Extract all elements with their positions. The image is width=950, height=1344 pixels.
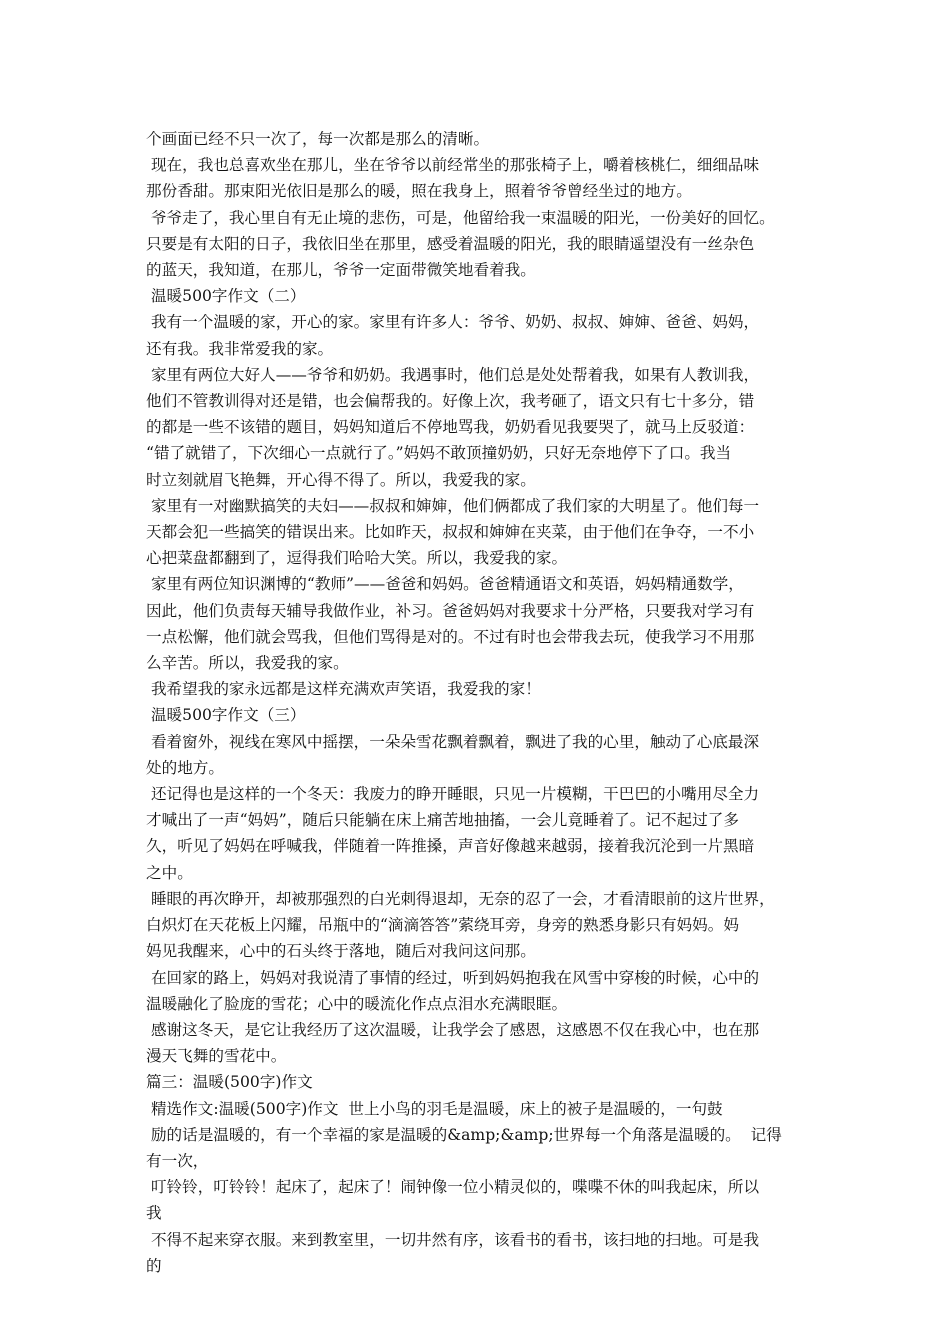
text-line: 处的地方。 [146,758,224,777]
text-line: 天都会犯一些搞笑的错误出来。比如昨天，叔叔和婶婶在夹菜，由于他们在争夺，一不小 [146,523,755,542]
text-line: 励的话是温暖的，有一个幸福的家是温暖的&amp;&amp;世界每一个角落是温暖的。 记得 [146,1125,782,1144]
text-line: 之中。 [146,863,193,882]
text-line: “错了就错了，下次细心一点就行了。”妈妈不敢顶撞奶奶，只好无奈地停下了口。我当 [146,444,732,463]
text-line: 那份香甜。那束阳光依旧是那么的暖，照在我身上，照着爷爷曾经坐过的地方。 [146,182,692,201]
text-line: 不得不起来穿衣服。来到教室里，一切井然有序，该看书的看书，该扫地的扫地。可是我 [146,1230,760,1249]
text-line: 叮铃铃，叮铃铃！起床了，起床了！闹钟像一位小精灵似的，喋喋不休的叫我起床，所以 [146,1178,760,1197]
text-line: 么辛苦。所以，我爱我的家。 [146,654,349,673]
text-line: 一点松懈，他们就会骂我，但他们骂得是对的。不过有时也会带我去玩，使我学习不用那 [146,627,755,646]
text-line: 久，听见了妈妈在呼喊我，伴随着一阵推搡，声音好像越来越弱，接着我沉沦到一片黑暗 [146,837,755,856]
text-line: 的都是一些不该错的题目，妈妈知道后不停地骂我，奶奶看见我要哭了，就马上反驳道： [146,418,755,437]
text-line: 我希望我的家永远都是这样充满欢声笑语，我爱我的家！ [146,680,541,699]
text-line: 个画面已经不只一次了，每一次都是那么的清晰。 [146,130,490,148]
text-line: 白炽灯在天花板上闪耀，吊瓶中的“滴滴答答”萦绕耳旁，身旁的熟悉身影只有妈妈。妈 [146,916,739,935]
text-line: 温暖500字作文（三） [146,706,306,725]
text-line: 温暖融化了脸庞的雪花；心中的暖流化作点点泪水充满眼眶。 [146,994,568,1013]
text-line: 时立刻就眉飞艳舞，开心得不得了。所以，我爱我的家。 [146,470,536,489]
text-line: 睡眼的再次睁开，却被那强烈的白光刺得退却，无奈的忍了一会，才看清眼前的这片世界， [146,889,775,908]
text-line: 的 [146,1256,162,1275]
text-line: 心把菜盘都翻到了，逗得我们哈哈大笑。所以，我爱我的家。 [146,549,568,568]
text-line: 他们不管教训得对还是错，也会偏帮我的。好像上次，我考砸了，语文只有七十多分，错 [146,392,755,411]
text-line: 有一次， [146,1151,209,1170]
text-line: 我有一个温暖的家，开心的家。家里有许多人：爷爷、奶奶、叔叔、婶婶、爸爸、妈妈， [146,313,760,332]
text-line: 现在，我也总喜欢坐在那儿，坐在爷爷以前经常坐的那张椅子上，嚼着核桃仁，细细品味 [146,156,760,175]
text-line: 家里有两位知识渊博的“教师”——爸爸和妈妈。爸爸精通语文和英语，妈妈精通数学， [146,575,744,594]
text-line: 因此，他们负责每天辅导我做作业，补习。爸爸妈妈对我要求十分严格，只要我对学习有 [146,601,755,620]
document-page [146,126,826,1279]
text-line: 看着窗外，视线在寒风中摇摆，一朵朵雪花飘着飘着，飘进了我的心里，触动了心底最深 [146,732,760,751]
text-line: 爷爷走了，我心里自有无止境的悲伤，可是，他留给我一束温暖的阳光，一份美好的回忆。 [146,208,775,227]
text-line: 家里有一对幽默搞笑的夫妇——叔叔和婶婶，他们俩都成了我们家的大明星了。他们每一 [146,496,760,515]
text-line: 妈见我醒来，心中的石头终于落地，随后对我问这问那。 [146,942,536,961]
text-line: 精选作文:温暖(500字)作文 世上小鸟的羽毛是温暖，床上的被子是温暖的，一句鼓 [146,1099,723,1118]
text-line: 的蓝天，我知道，在那儿，爷爷一定面带微笑地看着我。 [146,261,536,280]
text-line: 我 [146,1204,162,1223]
text-line: 篇三：温暖(500字)作文 [146,1073,313,1092]
text-line: 温暖500字作文（二） [146,287,306,306]
text-line: 在回家的路上，妈妈对我说清了事情的经过，听到妈妈抱我在风雪中穿梭的时候，心中的 [146,968,760,987]
document-body [146,126,826,1279]
text-line: 才喊出了一声“妈妈”，随后只能躺在床上痛苦地抽搐，一会儿竟睡着了。记不起过了多 [146,811,739,830]
text-line: 家里有两位大好人——爷爷和奶奶。我遇事时，他们总是处处帮着我，如果有人教训我， [146,365,760,384]
text-line: 漫天飞舞的雪花中。 [146,1047,287,1066]
text-line: 还有我。我非常爱我的家。 [146,339,334,358]
text-line: 只要是有太阳的日子，我依旧坐在那里，感受着温暖的阳光，我的眼睛遥望没有一丝杂色 [146,234,755,253]
text-line: 感谢这冬天，是它让我经历了这次温暖，让我学会了感恩，这感恩不仅在我心中，也在那 [146,1020,760,1039]
text-line: 还记得也是这样的一个冬天：我废力的睁开睡眼，只见一片模糊，干巴巴的小嘴用尽全力 [146,785,760,804]
